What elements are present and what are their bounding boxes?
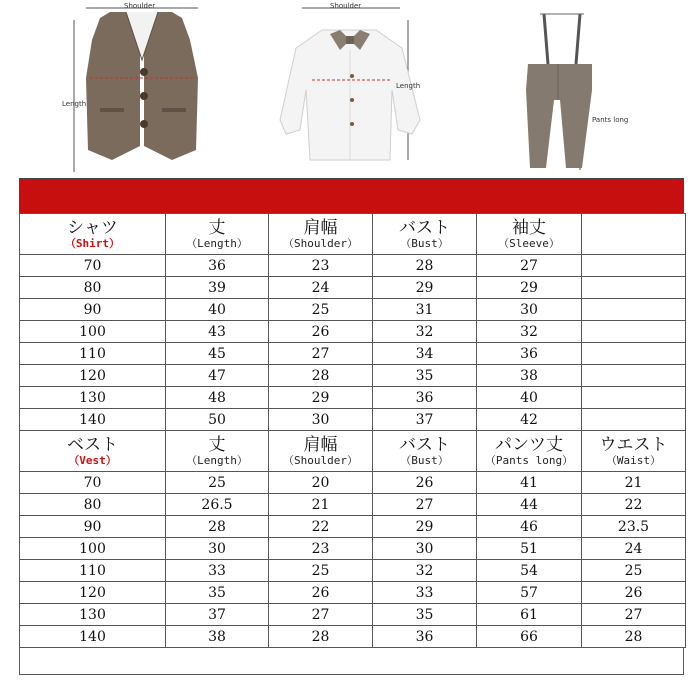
measurement-cell: 30 — [269, 409, 373, 431]
measurement-cell: 25 — [166, 472, 269, 494]
measurement-cell: 23 — [269, 255, 373, 277]
table-footer — [19, 648, 684, 675]
vest-illustration — [74, 8, 198, 172]
column-header-en: （Shirt） — [64, 236, 121, 250]
table-row — [20, 321, 686, 343]
column-header-en: （Shoulder） — [283, 236, 358, 250]
product-illustrations — [0, 0, 700, 178]
measurement-cell: 57 — [477, 582, 582, 604]
column-header-jp: シャツ — [67, 217, 118, 238]
size-cell: 70 — [20, 472, 166, 494]
measurement-cell: 25 — [582, 560, 686, 582]
measurement-cell: 26.5 — [166, 494, 269, 516]
table-row — [20, 560, 686, 582]
measurement-cell: 41 — [477, 472, 582, 494]
measurement-cell: 29 — [477, 277, 582, 299]
measurement-cell: 36 — [373, 387, 477, 409]
column-header-en: （Vest） — [68, 453, 117, 467]
pants-illustration — [526, 14, 592, 170]
table-row — [20, 472, 686, 494]
size-cell: 120 — [20, 365, 166, 387]
measurement-cell: 23.5 — [582, 516, 686, 538]
column-header-jp: パンツ丈 — [495, 434, 563, 455]
size-cell: 90 — [20, 516, 166, 538]
table-row — [20, 277, 686, 299]
measurement-cell: 32 — [373, 560, 477, 582]
column-header-jp: 袖丈 — [512, 217, 546, 238]
measurement-cell — [582, 365, 686, 387]
measurement-cell: 39 — [166, 277, 269, 299]
pants-long-label: Pants long — [592, 116, 629, 124]
measurement-cell — [582, 387, 686, 409]
vest-shoulder-label: Shoulder — [124, 2, 156, 10]
measurement-cell — [582, 409, 686, 431]
measurement-cell: 27 — [269, 343, 373, 365]
measurement-cell: 38 — [166, 626, 269, 648]
measurement-cell: 48 — [166, 387, 269, 409]
size-cell: 110 — [20, 560, 166, 582]
table-row — [20, 516, 686, 538]
measurement-cell: 22 — [269, 516, 373, 538]
measurement-cell: 37 — [166, 604, 269, 626]
column-header-jp: 肩幅 — [303, 434, 338, 455]
column-header-en: （Bust） — [400, 236, 449, 250]
measurement-cell: 28 — [582, 626, 686, 648]
table-row — [20, 538, 686, 560]
measurement-cell: 37 — [373, 409, 477, 431]
measurement-cell: 38 — [477, 365, 582, 387]
measurement-cell: 28 — [166, 516, 269, 538]
measurement-cell: 33 — [373, 582, 477, 604]
measurement-cell: 50 — [166, 409, 269, 431]
measurement-cell — [582, 343, 686, 365]
column-header-jp: バスト — [399, 434, 450, 455]
column-header-en: （Length） — [186, 453, 248, 467]
size-cell: 80 — [20, 494, 166, 516]
column-header-jp: ウエスト — [599, 434, 668, 455]
size-cell: 100 — [20, 321, 166, 343]
shirt-shoulder-label: Shoulder — [330, 2, 362, 10]
measurement-cell: 40 — [166, 299, 269, 321]
table-row — [20, 409, 686, 431]
measurement-cell: 28 — [269, 365, 373, 387]
measurement-cell: 32 — [373, 321, 477, 343]
measurement-cell: 35 — [166, 582, 269, 604]
measurement-cell: 26 — [269, 321, 373, 343]
measurement-cell: 30 — [373, 538, 477, 560]
size-cell: 100 — [20, 538, 166, 560]
size-cell: 90 — [20, 299, 166, 321]
vest-table-header-row — [20, 431, 686, 472]
size-chart — [19, 178, 684, 675]
measurement-cell: 46 — [477, 516, 582, 538]
size-cell: 130 — [20, 604, 166, 626]
measurement-cell: 28 — [373, 255, 477, 277]
measurement-cell: 35 — [373, 604, 477, 626]
measurement-cell — [582, 321, 686, 343]
measurement-cell — [582, 299, 686, 321]
column-header-en: （Shoulder） — [283, 453, 358, 467]
measurement-cell — [582, 277, 686, 299]
column-header-en: （Bust） — [400, 453, 449, 467]
column-header-en: （Pants long） — [484, 453, 574, 467]
measurement-cell: 27 — [373, 494, 477, 516]
measurement-cell: 44 — [477, 494, 582, 516]
column-header — [477, 431, 582, 472]
column-header-en: （Length） — [186, 236, 248, 250]
measurement-cell: 25 — [269, 299, 373, 321]
garment-drawings — [0, 0, 700, 178]
column-header-en: （Sleeve） — [498, 236, 560, 250]
measurement-cell: 21 — [582, 472, 686, 494]
size-cell: 140 — [20, 626, 166, 648]
measurement-cell: 29 — [269, 387, 373, 409]
size-cell: 80 — [20, 277, 166, 299]
measurement-cell: 32 — [477, 321, 582, 343]
measurement-cell: 27 — [582, 604, 686, 626]
table-row — [20, 582, 686, 604]
column-header — [269, 431, 373, 472]
measurement-cell: 24 — [269, 277, 373, 299]
measurement-cell: 23 — [269, 538, 373, 560]
column-header — [373, 431, 477, 472]
measurement-cell: 36 — [373, 626, 477, 648]
measurement-cell: 35 — [373, 365, 477, 387]
header-bar — [19, 178, 684, 213]
measurement-cell: 30 — [477, 299, 582, 321]
measurement-cell: 61 — [477, 604, 582, 626]
measurement-cell: 21 — [269, 494, 373, 516]
column-header — [166, 431, 269, 472]
measurement-cell: 43 — [166, 321, 269, 343]
column-header-en: （Waist） — [605, 453, 662, 467]
measurement-cell: 34 — [373, 343, 477, 365]
measurement-cell: 24 — [582, 538, 686, 560]
measurement-cell — [582, 255, 686, 277]
column-header-jp: ベスト — [67, 434, 118, 455]
column-header-jp: 丈 — [208, 434, 226, 455]
measurement-cell: 36 — [477, 343, 582, 365]
measurement-cell: 29 — [373, 277, 477, 299]
table-row — [20, 255, 686, 277]
measurement-cell: 27 — [477, 255, 582, 277]
measurement-cell: 40 — [477, 387, 582, 409]
measurement-cell: 25 — [269, 560, 373, 582]
measurement-cell: 26 — [582, 582, 686, 604]
measurement-cell: 45 — [166, 343, 269, 365]
shirt-table-header-row — [20, 214, 686, 255]
size-cell: 130 — [20, 387, 166, 409]
vest-size-section — [20, 431, 686, 648]
table-row — [20, 387, 686, 409]
measurement-cell: 36 — [166, 255, 269, 277]
table-row — [20, 604, 686, 626]
measurement-cell: 66 — [477, 626, 582, 648]
measurement-cell: 30 — [166, 538, 269, 560]
shirt-size-section — [20, 214, 686, 431]
table-row — [20, 343, 686, 365]
measurement-cell: 51 — [477, 538, 582, 560]
column-header — [269, 214, 373, 255]
column-header — [20, 214, 166, 255]
column-header — [20, 431, 166, 472]
measurement-cell: 28 — [269, 626, 373, 648]
table-row — [20, 626, 686, 648]
shirt-length-label: Length — [396, 82, 421, 90]
measurement-cell: 33 — [166, 560, 269, 582]
size-cell: 110 — [20, 343, 166, 365]
size-cell: 120 — [20, 582, 166, 604]
column-header-jp: 肩幅 — [303, 217, 338, 238]
table-row — [20, 494, 686, 516]
vest-length-label: Length — [62, 100, 87, 108]
table-row — [20, 365, 686, 387]
measurement-cell: 20 — [269, 472, 373, 494]
size-cell: 70 — [20, 255, 166, 277]
measurement-cell: 47 — [166, 365, 269, 387]
column-header-jp: 丈 — [208, 217, 226, 238]
column-header — [477, 214, 582, 255]
measurement-cell: 27 — [269, 604, 373, 626]
column-header — [373, 214, 477, 255]
table-row — [20, 299, 686, 321]
measurement-cell: 26 — [373, 472, 477, 494]
column-header — [582, 431, 686, 472]
column-header — [582, 214, 686, 255]
measurement-cell: 22 — [582, 494, 686, 516]
measurement-cell: 26 — [269, 582, 373, 604]
size-cell: 140 — [20, 409, 166, 431]
size-table — [19, 213, 686, 648]
column-header-jp: バスト — [399, 217, 450, 238]
measurement-cell: 31 — [373, 299, 477, 321]
measurement-cell: 42 — [477, 409, 582, 431]
measurement-cell: 29 — [373, 516, 477, 538]
column-header — [166, 214, 269, 255]
measurement-cell: 54 — [477, 560, 582, 582]
